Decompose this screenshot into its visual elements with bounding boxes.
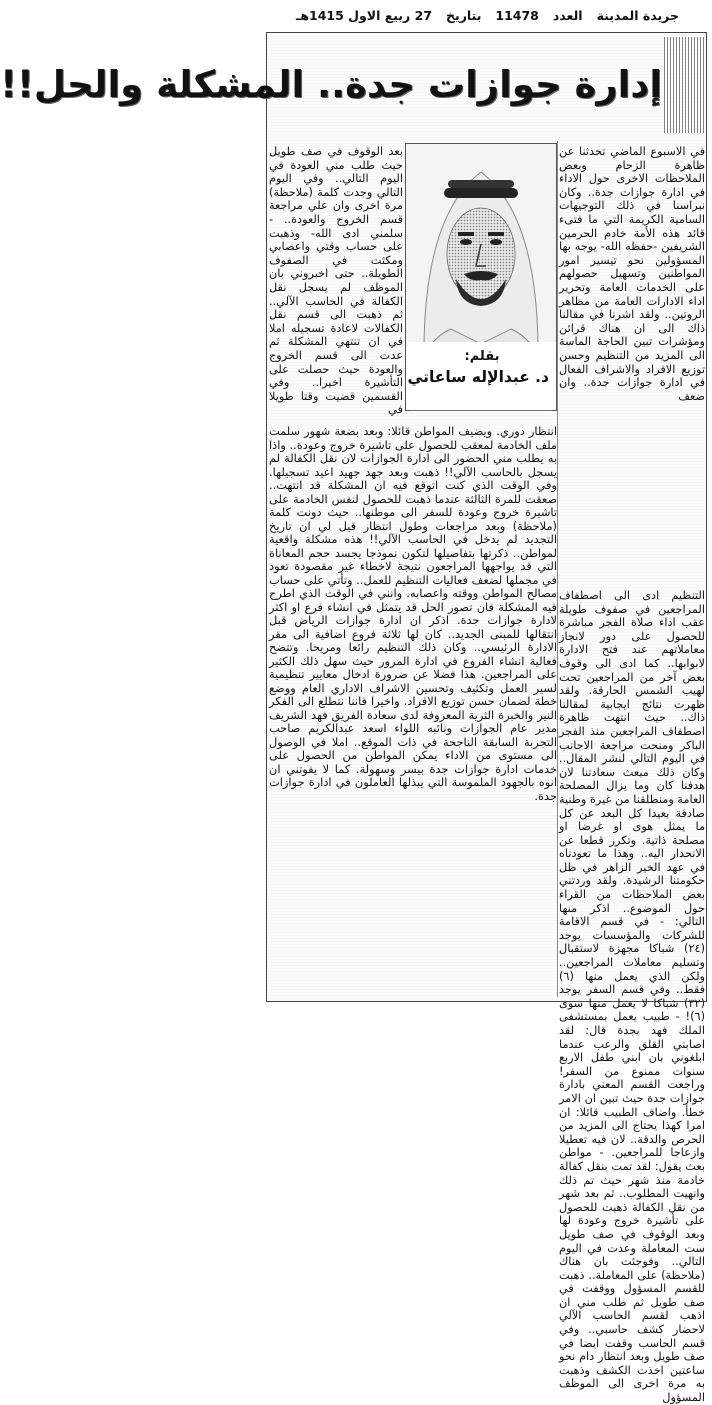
- column-logo-strip: [664, 37, 704, 133]
- article-clipping: [0, 32, 707, 1405]
- article-column-left-bottom: [269, 425, 557, 999]
- issue-date: 27 ربيع الاول 1415هـ: [296, 7, 432, 23]
- issue-number: 11478: [495, 7, 539, 23]
- byline: [407, 345, 549, 405]
- paragraph: التنظيم ادى الى اصطفاف المراجعين في صفوف طويلة عقب اداء صلاة الفجر مباشرة للحصول على دور لانجاز معاملاتهم عند فتح الادارة لابوابها.. كما ادى الى وقوف بعض آخر من المراجعين تحت لهيب الشمس الحارقة. ولقد ظهرت نتائج ايجابية لمقالنا ذاك.. حيث انتهت ظاهرة اصطفاف المراجعين منذ الفجر الباكر ومنحت مراجعة الاجانب في اليوم التالي لنشر المقال.. وكان ذلك مبعث سعادتنا لان هدفنا كان وما يزال المصلحة العامة ومنطلقنا من غيرة وطنية صادقة بعيدا كل البعد عن كل ما يمثل هوى او غرضا او مصلحة ذاتية. وتكرر قطعا عن الانحدار اليه.. وهذا ما تعودناه في عهد الخير الزاهر في ظل حكومتنا الرشيدة. ولقد وردتني بعض الملاحظات من القراء حول الموضوع.. اذكر منها التالي: - في قسم الاقامة للشركات والمؤسسات يوجد (٢٤) شباكا مجهزة لاستقبال وتسليم معاملات المراجعين.. ولكن الذي يعمل منها (٦) فقط.. وفي قسم السفر يوجد (٣٢) شباكا لا يعمل منها سوى (٦)! - طبيب يعمل بمستشفى الملك فهد بجدة قال: لقد اصابني القلق والرعب عندما ابلغوني بان ابني طفل الاربع سنوات ممنوع من السفر! وراجعت القسم المعني بادارة جوازات جدة حيث تبين ان الامر خطأ. واضاف الطبيب قائلا: ان امرا كهذا يحتاج الى المزيد من الحرص والدقة.. لان فيه تعطيلا وازعاجا للمراجعين. - مواطن بعث يقول: لقد تمت بنقل كفالة خادمة منذ شهر حيث تم ذلك وانهيت المطلوب.. ثم بعد شهر من نقل الكفالة ذهبت للحصول على تأشيرة خروج وعودة لها وبعد الوقوف في صف طويل ست المعاملة وعدت في اليوم التالي.. وفوجئت بان هناك (ملاحظة) على المعاملة.. ذهبت للقسم المسؤول ووقفت في صف طويل ثم طلب مني ان اذهب لقسم الحاسب الآلي لاحضار كشف حاسبي.. وفي قسم الحاسب وقفت ايضا في صف طويل وبعد انتظار دام نحو ساعتين اخذت الكشف وذهبت به مرة اخرى الى الموظف المسؤول: [559, 589, 705, 1405]
- article-column-left-top: [269, 145, 403, 423]
- headline: إدارة جوازات جدة.. المشكلة والحل!!: [0, 63, 662, 106]
- issue-label: العدد: [552, 7, 583, 23]
- paragraph: بعد الوقوف في صف طويل حيث طلب مني العودة في اليوم التالي.. وفي اليوم التالي وجدت كلمة (ملاحظة) مرة اخرى وان علي مراجعة قسم الخروج والعودة.. - سلمني ادى الله- وذهبت على حساب وقتي واعصابي ومكثت في الصفوف الطويلة.. حتى اخبروني بان الموظف لم يسجل نقل الكفالة في الحاسب الآلي.. ثم ذهبت الى قسم نقل الكفالات لاعادة تسجيله املا في ان تنتهي المشكلة ثم عدت الى قسم الخروج والعودة حيث حصلت على التأشيرة اخيرا.. وفي القسمين قضيت وقتا طويلا في: [269, 145, 403, 417]
- paper-name: جريدة المدينة: [596, 7, 679, 23]
- paragraph: انتظار دوري. ويضيف المواطن قائلا: وبعد بضعة شهور سلمت ملف الخادمة لمعقب للحصول على تاشيرة خروج وعودة.. واذا به يطلب مني الحضور الى ادارة الجوازات لان نقل الكفالة لم يسجل بالحاسب الآلي!! ذهبت وبعد جهد جهيد اعيد تسجيلها. وفي الوقت الذي كنت اتوقع فيه ان المشكلة قد انتهت.. صعقت للمرة الثالثة عندما ذهبت للحصول لنفس الخادمة على تاشيرة خروج وعودة للسفر الى موطنها.. حيث دونت كلمة (ملاحظة) وبعد مراجعات وطول انتظار قيل لي ان تاريخ التجديد لم يدخل في الحاسب الآلي!! هذه مشكلة واقعية لمواطن.. ذكرتها بتفاصيلها لتكون نموذجا يجسد حجم المعاناة التي قد يواجهها المراجعون نتيجة لاخطاء غير مقصودة تعود في مجملها لضعف فعاليات التنظيم للعمل.. وتأتي على حساب مصالح المواطن ووقته واعصابه. وانني في الوقت الذي اطرح فيه المشكلة فان تصور الحل قد يتمثل في انشاء فرع او اكثر لادارة جوازات جدة. اذكر ان ادارة جوازات الرياض قبل انتقالها للمبنى الجديد.. كان لها ثلاثة فروع اضافية الى مقر الادارة الرئيسي.. وكان ذلك التنظيم رائعا ومريحا. وتتضح فعالية انشاء الفروع في ادارة المرور حيث سهل ذلك الكثير على المراجعين. هذا فضلا عن ضرورة ادخال معايير تنظيمية لسير العمل وتكثيف وتحسين الاشراف الاداري العام ووضع خطة لضمان حسن توزيع الافراد. واخيرا فاننا نتطلع الى الفكر النير والخبرة الثرية المعروفة لدى سعادة الفريق فهد الشريف مدير عام الجوازات ونائبه اللواء اسعد عبدالكريم صاحب التجربة السابقة الناجحة في ذات الموقع.. املا في الوصول الى مستوى من الاداء يمكن المواطن من الحصول على خدمات ادارة جوازات جدة بيسر وسهولة. كما لا يفوتني ان انوه بالجهود الملموسة التي يبذلها العاملون في ادارة جوازات جدة.: [269, 424, 557, 803]
- author-name: د. عبدالإله ساعاتي: [407, 368, 549, 386]
- byline-label: بقلم:: [464, 349, 500, 364]
- masthead: [263, 0, 712, 30]
- paragraph: في الاسبوع الماضي تحدثنا عن ظاهرة الزحام وبعض الملاحظات الاخرى حول الاداء في ادارة جوازات جدة.. وكان نبراسنا في ذلك التوجيهات السامية الكريمة التي ما فتىء قائد هذه الأمة خادم الحرمين الشريفين -حفظه الله- يوجه بها المسؤولين نحو تيسير امور المواطنين وتسهيل حصولهم على الخدمات العامة وتحرير اداء الادارات العامة من مظاهر الروتين.. ولقد اشرنا في مقالنا ذاك الى ان هناك قرائن ومؤشرات تبين الحاجة الماسة الى المزيد من التنظيم وحسن توزيع الافراد والاشراف الفعال في ادارة جوازات جدة.. وان ضعف: [559, 145, 705, 403]
- column-divider: [557, 141, 558, 997]
- article-column-right-top: [559, 145, 705, 585]
- article-column-right-bottom: [559, 589, 705, 1405]
- date-label: بتاريخ: [446, 7, 482, 23]
